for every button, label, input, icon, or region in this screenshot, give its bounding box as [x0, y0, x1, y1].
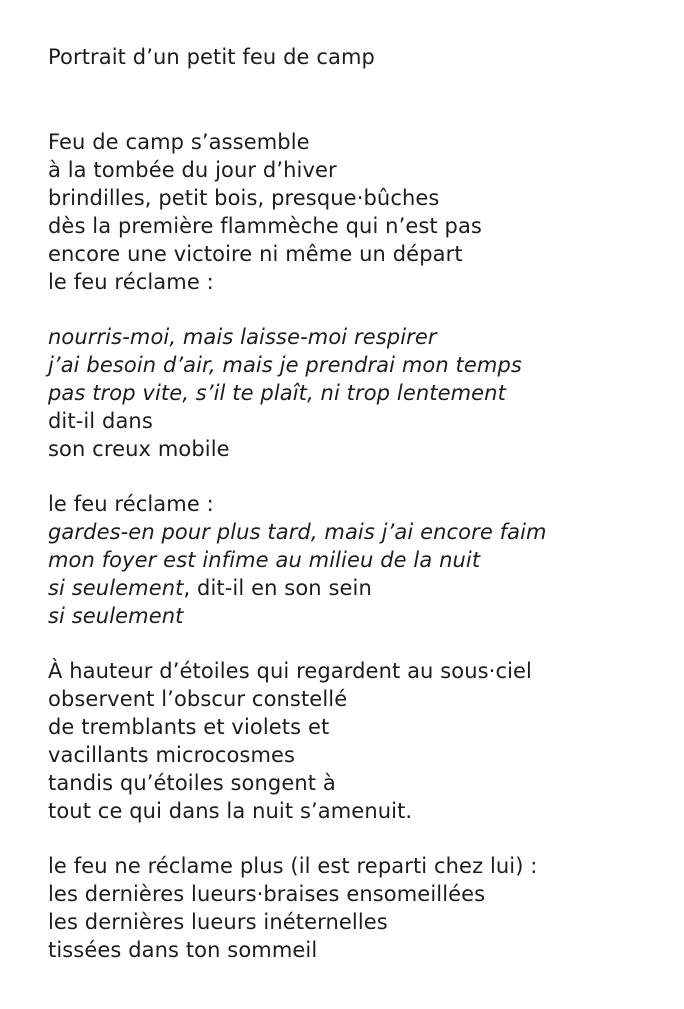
stanza-3-line-4	[48, 574, 668, 602]
stanza-1-line-5: encore une victoire ni même un départ	[48, 242, 463, 266]
stanza-2	[48, 323, 668, 463]
stanza-5	[48, 852, 668, 964]
stanza-3-line-2: gardes-en pour plus tard, mais j’ai encore faim	[48, 520, 547, 544]
stanza-4-line-1: À hauteur d’étoiles qui regardent au sous·ciel	[48, 659, 532, 683]
stanza-3	[48, 490, 668, 630]
stanza-3-line-3: mon foyer est infime au milieu de la nuit	[48, 548, 481, 572]
stanza-5-line-1: le feu ne réclame plus (il est reparti chez lui) :	[48, 854, 538, 878]
stanza-4-line-2: observent l’obscur constellé	[48, 687, 348, 711]
stanza-2-line-1: nourris-moi, mais laisse-moi respirer	[48, 325, 437, 349]
stanza-2-line-5: son creux mobile	[48, 437, 230, 461]
stanza-5-line-2: les dernières lueurs·braises ensomeillées	[48, 882, 486, 906]
stanza-5-line-3: les dernières lueurs inéternelles	[48, 910, 388, 934]
stanza-1-line-3: brindilles, petit bois, presque·bûches	[48, 186, 440, 210]
stanza-1-line-1: Feu de camp s’assemble	[48, 130, 310, 154]
stanza-3-line-4-rest: , dit-il en son sein	[183, 576, 372, 600]
stanza-1-line-2: à la tombée du jour d’hiver	[48, 158, 337, 182]
stanza-4-line-6: tout ce qui dans la nuit s’amenuit.	[48, 799, 413, 823]
stanza-4-line-3: de tremblants et violets et	[48, 715, 330, 739]
stanza-4-line-4: vacillants microcosmes	[48, 743, 296, 767]
stanza-5-line-4: tissées dans ton sommeil	[48, 938, 318, 962]
stanza-3-line-5: si seulement	[48, 604, 184, 628]
stanza-2-line-3: pas trop vite, s’il te plaît, ni trop lentement	[48, 381, 506, 405]
poem-title: Portrait d’un petit feu de camp	[48, 45, 375, 69]
stanza-3-line-1: le feu réclame :	[48, 492, 214, 516]
poem-page	[48, 42, 668, 964]
stanza-4-line-5: tandis qu’étoiles songent à	[48, 771, 336, 795]
stanza-2-line-2: j’ai besoin d’air, mais je prendrai mon temps	[48, 353, 522, 377]
stanza-3-line-4-italic: si seulement	[48, 576, 184, 600]
stanza-1-line-4: dès la première flammèche qui n’est pas	[48, 214, 482, 238]
stanza-1	[48, 128, 668, 296]
stanza-1-line-6: le feu réclame :	[48, 270, 214, 294]
stanza-2-line-4: dit-il dans	[48, 409, 153, 433]
stanza-4	[48, 657, 668, 825]
